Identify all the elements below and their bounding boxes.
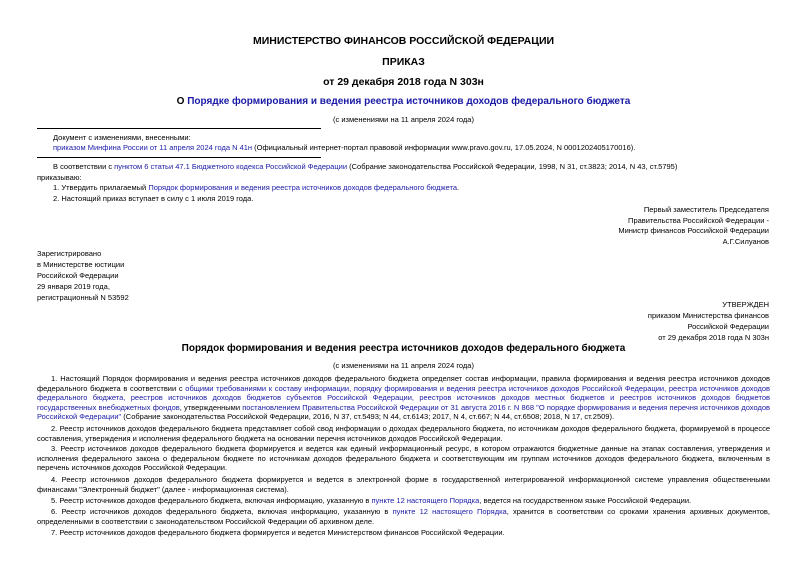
amendments-intro: Документ с изменениями, внесенными: [53,133,191,142]
approval-line: УТВЕРЖДЕН [722,300,769,309]
p1-text: , утвержденными [179,402,243,412]
signature-name: А.Г.Силуанов [722,236,769,246]
item1-prefix: 1. Утвердить прилагаемый [53,183,149,192]
paragraph-5 [37,496,770,506]
document-date-number: от 29 декабря 2018 года N 303н [323,76,484,88]
item-12-link[interactable]: пункте 12 настоящего Порядка [371,496,480,505]
paragraph-3: 3. Реестр источников доходов федерального бюджета формируется и ведется как единый информационный ресурс, в котором отражаются бюджетные данные на этапах составления, утверждения и исполнения федерального закона о федеральном бюджете по источникам доходов федерального бюджета и соответствующим им группам источников доходов федерального бюджета, включенным в перечень источников доходов Российской Федерации. [37,444,770,472]
signature-line: Министр финансов Российской Федерации [618,226,769,235]
item1-tail: . [456,183,460,192]
signature-line: Правительства Российской Федерации - [628,215,769,225]
approval-line: Российской Федерации [687,322,769,331]
title-link[interactable]: Порядке формирования и ведения реестра источников доходов федерального бюджета [187,96,631,107]
p1-text: (Собрание законодательства Российской Федерации, 2016, N 37, ст.5493; N 44, ст.6143; 2017, N 4, ст.667; N 44, ст.6508; 2018, N 17, ст.2509). [121,412,615,421]
p5-text: 5. Реестр источников доходов федерального бюджета, включая информацию, указанную в [51,496,372,505]
ministry-heading: МИНИСТЕРСТВО ФИНАНСОВ РОССИЙСКОЙ ФЕДЕРАЦИИ [252,35,555,47]
item-12-link[interactable]: пункте 12 настоящего Порядка [392,507,507,516]
registration-line: Российской Федерации [37,271,119,280]
divider [37,128,321,129]
preamble-prefix: В соответствии с [53,162,115,171]
preamble-source: (Собрание законодательства Российской Федерации, 1998, N 31, ст.3823; 2014, N 43, ст.5795) [347,162,678,171]
title-prefix: О [176,96,188,107]
amendment-link[interactable]: приказом Минфина России от 11 апреля 2024 года N 41н [53,143,253,152]
p5-text: , ведется на государственном языке Российской Федерации. [479,496,692,505]
procedure-title: Порядок формирования и ведения реестра источников доходов федерального бюджета [181,343,626,354]
revision-note: (с изменениями на 11 апреля 2024 года) [333,115,474,124]
paragraph-6 [37,507,770,526]
amendment-source: (Официальный интернет-портал правовой информации www.pravo.gov.ru, 17.05.2024, N 0001202405170016). [252,143,636,152]
registration-line: в Министерстве юстиции [37,260,125,269]
signature-block [618,205,769,247]
paragraph-1 [37,374,770,422]
order-item-2: 2. Настоящий приказ вступает в силу с 1 июля 2019 года. [53,194,254,203]
registration-line: 29 января 2019 года, [37,282,110,291]
registration-block [37,248,129,303]
approval-block [648,299,769,343]
p6-text: 6. Реестр источников доходов федерального бюджета, включая информацию, указанную в [51,507,393,516]
paragraph-7: 7. Реестр источников доходов федерального бюджета формируется и ведется Министерством финансов Российской Федерации. [51,528,505,537]
document-type: ПРИКАЗ [382,56,425,68]
paragraph-2: 2. Реестр источников доходов федерального бюджета представляет собой свод информации о доходах федерального бюджета, по источникам доходов федерального бюджета, формируемой в процессе составления, утверждения и исполнения федерального бюджета на основании перечня источников доходов Российской Федерации. [37,424,770,443]
government-decree-link[interactable]: постановлением Правительства Российской Федерации от 31 августа 2016 г. N 868 "О порядке формирования и ведения перечня источников доходов Российской Федерации" [37,402,770,421]
budget-code-link[interactable]: пунктом 6 статьи 47.1 Бюджетного кодекса Российской Федерации [114,162,348,171]
order-word: приказываю: [37,173,82,182]
paragraph-4: 4. Реестр источников доходов федерального бюджета формируется и ведется в электронной форме в государственной интегрированной информационной системе управления общественными финансами "Электронный бюджет" (далее - информационная система). [37,475,770,494]
document-title [0,96,807,107]
approval-line: приказом Министерства финансов [647,311,769,320]
approval-line: от 29 декабря 2018 года N 303н [658,333,769,342]
registration-line: регистрационный N 53592 [37,293,129,302]
preamble-text [53,162,677,172]
general-requirements-link[interactable]: общими требованиями к составу информации, порядку формирования и ведения реестра источников доходов Российской Федерации, реестра источников доходов федерального бюджета, реестров источников доходов бюджетов субъектов Российской Федерации, реестров источников доходов местных бюджетов и реестров источников доходов бюджетов государственных внебюджетных фондов [37,383,770,412]
divider [37,157,321,158]
amendments-line [53,143,635,153]
registration-line: Зарегистрировано [37,249,102,258]
signature-line: Первый заместитель Председателя [643,205,769,214]
p6-text: , хранится в соответствии со сроками хранения архивных документов, определенными в соответствии с законодательством Российской Федерации об архивном деле. [37,507,770,526]
p1-text: 1. Настоящий Порядок формирования и ведения реестра источников доходов федерального бюджета определяет состав информации, правила формирования и ведения реестра источников доходов федерального бюджета в соответствии с [37,374,770,393]
procedure-revision: (с изменениями на 11 апреля 2024 года) [333,361,474,370]
order-item-1 [53,183,459,193]
procedure-link[interactable]: Порядок формирования и ведения реестра источников доходов федерального бюджета [148,183,457,192]
